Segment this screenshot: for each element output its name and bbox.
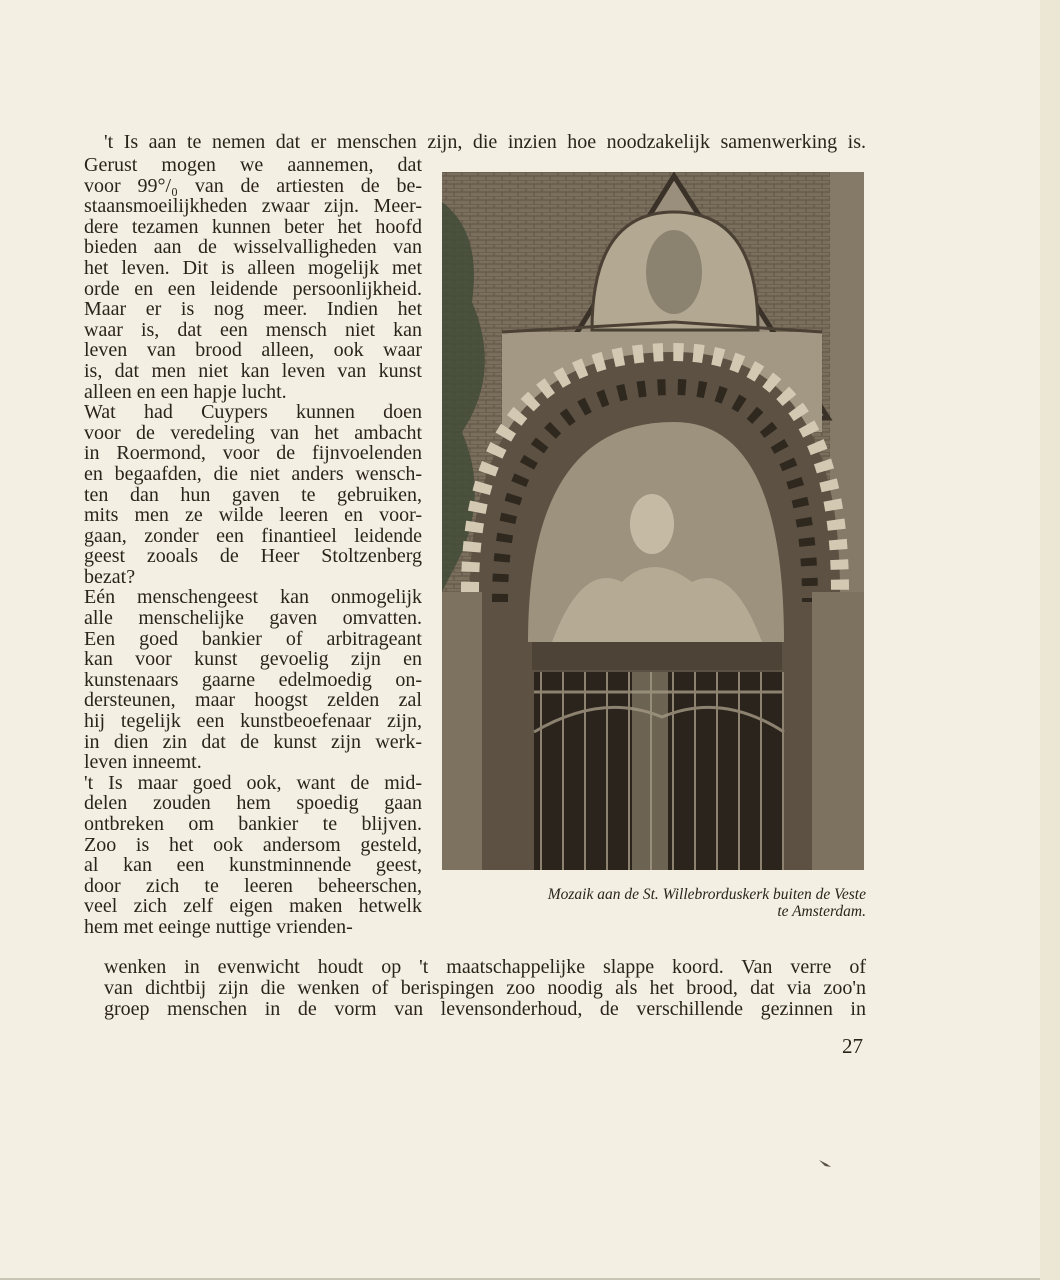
closing-line-3: groep menschen in de vorm van levensonderhoud, de verschillende gezinnen in bbox=[104, 998, 866, 1020]
page-number: 27 bbox=[842, 1034, 863, 1058]
text-line: Zoo is het ook andersom gesteld, bbox=[84, 833, 422, 856]
text-line: ten dan hun gaven te gebruiken, bbox=[84, 483, 422, 506]
text-line: dere tezamen kunnen beter het hoofd bbox=[84, 215, 422, 238]
text-line: Eén menschengeest kan onmogelijk bbox=[84, 586, 422, 609]
text-column bbox=[84, 155, 422, 938]
text-line: alle menschelijke gaven omvatten. bbox=[84, 607, 422, 630]
text-line: bezat? bbox=[84, 565, 136, 588]
text-line: hij tegelijk een kunstbeoefenaar zijn, bbox=[84, 710, 422, 733]
text-line: Maar er is nog meer. Indien het bbox=[84, 298, 422, 321]
text-line: kunstenaars gaarne edelmoedig on- bbox=[84, 668, 422, 691]
text-line: in dien zin dat de kunst zijn werk- bbox=[84, 730, 422, 753]
text-line: door zich te leeren beheerschen, bbox=[84, 874, 422, 897]
text-line: veel zich zelf eigen maken hetwelk bbox=[84, 895, 422, 918]
text-line: dersteunen, maar hoogst zelden zal bbox=[84, 689, 422, 712]
text-line: geest zooals de Heer Stoltzenberg bbox=[84, 545, 422, 568]
text-line: orde en een leidende persoonlijkheid. bbox=[84, 277, 422, 300]
text-line: het leven. Dit is alleen mogelijk met bbox=[84, 256, 422, 279]
text-line: voor 99°/₀ van de artiesten de be- bbox=[84, 174, 422, 197]
text-line: Een goed bankier of arbitrageant bbox=[84, 627, 422, 650]
closing-line-1: wenken in evenwicht houdt op 't maatschappelijke slappe koord. Van verre of bbox=[104, 956, 866, 978]
church-portal-photo bbox=[442, 172, 864, 870]
text-line: kan voor kunst gevoelig zijn en bbox=[84, 648, 422, 671]
text-line: staansmoeilijkheden zwaar zijn. Meer- bbox=[84, 195, 422, 218]
text-line: hem met eeinge nuttige vrienden- bbox=[84, 915, 353, 938]
paragraph-1 bbox=[84, 155, 422, 402]
text-line: Gerust mogen we aannemen, dat bbox=[84, 154, 422, 176]
paragraph-2 bbox=[84, 402, 422, 587]
ink-mark-icon bbox=[818, 1158, 832, 1168]
text-line: ontbreken om bankier te blijven. bbox=[84, 813, 422, 835]
caption-line-2: te Amsterdam. bbox=[777, 903, 866, 920]
text-line: bieden aan de wisselvalligheden van bbox=[84, 236, 422, 259]
text-line: gaan, zonder een finantieel leidende bbox=[84, 524, 422, 547]
caption-line-1: Mozaik aan de St. Willebrorduskerk buiten de Veste bbox=[547, 886, 866, 903]
text-line: al kan een kunstminnende geest, bbox=[84, 854, 422, 877]
text-line: Wat had Cuypers kunnen doen bbox=[84, 401, 422, 424]
text-line: alleen en een hapje lucht. bbox=[84, 380, 287, 403]
text-line: leven inneemt. bbox=[84, 751, 202, 774]
text-line: en begaafden, die niet anders wensch- bbox=[84, 462, 422, 485]
photo-caption bbox=[440, 886, 866, 920]
text-line: waar is, dat een mensch niet kan bbox=[84, 318, 422, 341]
paragraph-3 bbox=[84, 587, 422, 772]
text-line: in Roermond, voor de fijnvoelenden bbox=[84, 442, 422, 465]
text-line: is, dat men niet kan leven van kunst bbox=[84, 359, 422, 382]
closing-line-2: van dichtbij zijn die wenken of berispingen zoo noodig als het brood, dat via zoo'n bbox=[104, 977, 866, 999]
text-line: mits men ze wilde leeren en voor- bbox=[84, 504, 422, 527]
church-portal-illustration bbox=[442, 172, 864, 870]
page-edge bbox=[1040, 0, 1060, 1280]
text-line: delen zouden hem spoedig gaan bbox=[84, 792, 422, 815]
paragraph-4 bbox=[84, 773, 422, 938]
text-line: voor de veredeling van het ambacht bbox=[84, 421, 422, 444]
text-line: leven van brood alleen, ook waar bbox=[84, 339, 422, 362]
opening-line: 't Is aan te nemen dat er menschen zijn, die inzien hoe noodzakelijk samenwerking is. bbox=[104, 131, 866, 153]
text-line: 't Is maar goed ook, want de mid- bbox=[84, 771, 422, 794]
